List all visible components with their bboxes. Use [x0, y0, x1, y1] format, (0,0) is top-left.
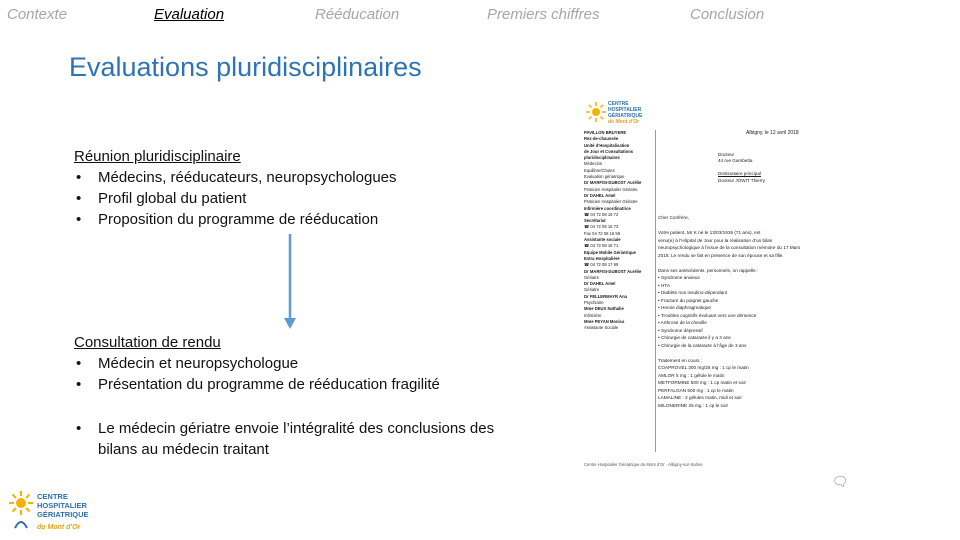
letter-sidebar-line: ☎ 04 72 08 16 71 [584, 243, 619, 249]
letter-sidebar-line: pluridisciplinaires [584, 155, 620, 161]
letter-sidebar-line: Infirmière coordinatrice [584, 205, 631, 211]
letter-body-line: 2018. Le rendu se fait en présence de son épouse et sa fille. [658, 252, 784, 258]
letter-sidebar-line: Gériatre [584, 287, 600, 293]
section-reunion [74, 146, 397, 230]
letter-body-line: • Arthrose de la cheville [658, 320, 707, 325]
letter-sidebar-line: Dr FELLERMAYR Ana [584, 293, 627, 299]
letter-sidebar-line: Equipe Mobile Gériatrique [584, 249, 636, 255]
letter-body-line: Dans ses antécédents, personnels, on rappelle : [658, 267, 759, 273]
letter-body-line: • Chirurgie de cataracte il y a 3 ans [658, 335, 731, 340]
logo-tagline: du Mont d'Or [37, 524, 81, 531]
letter-document [556, 96, 846, 474]
bullet-item: • Médecin et neuropsychologue [74, 353, 440, 374]
letter-sidebar-line: Gériatre [584, 274, 600, 280]
letter-body-line: AMLOR 5 mg : 1 gélule le matin [658, 372, 725, 378]
sun-logo-icon [8, 490, 34, 530]
letter-date: Albigny, le 12 avril 2018 [746, 130, 799, 136]
letter-body-line: venu(e) à l’Hôpital de Jour pour la réalisation d’un bilan [658, 237, 773, 243]
letter-body-line [658, 349, 800, 357]
letter-body-line: neuropsychologique à l’issue de la consultation mémoire du 17 Mars [658, 245, 801, 250]
bullet-item: • Médecins, rééducateurs, neuropsychologues [74, 167, 397, 188]
sun-logo-icon [586, 102, 606, 122]
nav-item-contexte[interactable]: Contexte [7, 6, 68, 23]
letter-body [658, 214, 800, 409]
letter-body-line: Traitement en cours : [658, 357, 703, 363]
letter-sidebar-line: Extra Hospitalière [584, 255, 620, 261]
letter-body-line: LAMALINE : 2 gélules matin, midi et soir [658, 395, 742, 400]
letter-sidebar-line: Dr DAHEL Amel [584, 192, 616, 198]
letter-sidebar-line: Assistante sociale [584, 237, 621, 243]
slide-title: Evaluations pluridisciplinaires [69, 52, 422, 82]
letter-sidebar-line: de Jour et Consultations [584, 148, 634, 154]
letter-recipient-line: Docteur JOWIT Thierry [718, 177, 766, 183]
nav-item-premiers-chiffres[interactable]: Premiers chiffres [487, 6, 600, 23]
letter-sidebar-line: Infirmière [584, 312, 602, 318]
letter-sidebar-line: Dr MARFISI-DUBOST Aurélie [584, 268, 642, 274]
bullet-item: • Le médecin gériatre envoie l’intégralité des conclusions des bilans au médecin traitant [74, 418, 518, 460]
letter-body-line: • Fracture du poignet gauche [658, 297, 719, 303]
letter-sidebar-line: Equilibre/Chutes [584, 167, 615, 173]
section-heading: Réunion pluridisciplinaire [74, 148, 241, 165]
letter-sidebar-line: Mme PEYAN Monica [584, 318, 625, 324]
letter-body-line: • Diabète non insulino-dépendant [658, 290, 728, 295]
letter-sidebar-line: Dr MARFISI-DUBOST Aurélie [584, 180, 642, 186]
letter-sidebar-line: Praticien Hospitalier Gériatre [584, 186, 638, 192]
letter-recipient [718, 152, 765, 184]
section-nav [0, 6, 960, 26]
letter-sidebar-line: Psychiatre [584, 300, 604, 306]
comment-icon[interactable]: 🗨 [832, 474, 849, 489]
letter-body-line: • Troubles cognitifs évoluant vers une démence [658, 312, 757, 318]
letter-divider [655, 130, 656, 452]
letter-body-line: METFORMINE 500 mg : 1 cp matin et soir [658, 380, 747, 385]
letter-body-line: COAPROVEL 300 mg/25 mg : 1 cp le matin [658, 365, 749, 370]
letter-footer: Centre Hospitalier Gériatrique du Mont d'Or · Albigny-sur-Saône [584, 462, 703, 467]
letter-logo-text: CENTRE HOSPITALIER GÉRIATRIQUE du Mont d'Or [608, 101, 643, 125]
letter-body-line: MILONERINE 25 mg : 1 cp le soir [658, 402, 729, 408]
letter-body-line: • HTA [658, 282, 670, 288]
bullet-item: • Profil global du patient [74, 188, 397, 209]
letter-recipient-line: Docteur [718, 152, 735, 157]
letter-body-line: Cher Confrère, [658, 215, 690, 220]
letter-body-line: • Hernie diaphragmatique [658, 305, 711, 310]
letter-body-line [658, 259, 800, 267]
letter-body-line: • Chirurgie de la cataracte à l’âge de 3 ans [658, 342, 747, 348]
letter-recipient-line: 44 rue Gambetta [718, 158, 753, 164]
letter-sidebar-line: Evaluation gériatrique [584, 174, 625, 180]
section-envoi [74, 418, 518, 460]
letter-sidebar-line: ☎ 04 72 08 16 73 [584, 224, 619, 230]
letter-body-line: PERFALGAN 500 mg : 1 cp le matin [658, 387, 734, 393]
hospital-logo [6, 488, 106, 536]
letter-sidebar-line: Médecins [584, 161, 602, 167]
nav-item-reeducation[interactable]: Rééducation [315, 6, 400, 23]
section-heading: Consultation de rendu [74, 334, 221, 351]
letter-sidebar-line: Rez-de-chaussée [584, 136, 619, 142]
letter-body-line: • Syndrome dépressif [658, 327, 703, 333]
nav-item-evaluation[interactable]: Evaluation [154, 6, 225, 23]
section-consultation [74, 332, 440, 395]
letter-body-line: • Syndrome anxieux [658, 275, 700, 280]
down-arrow-icon [283, 234, 297, 330]
letter-sidebar-line: Secrétariat [584, 218, 606, 224]
letter-sidebar-line: ☎ 04 72 08 16 72 [584, 211, 619, 217]
letter-recipient-line: Destinataire principal [718, 171, 761, 177]
bullet-item: • Proposition du programme de rééducation [74, 209, 397, 230]
nav-item-conclusion[interactable]: Conclusion [690, 6, 765, 23]
letter-sidebar-line: Praticien Hospitalier Gériatre [584, 199, 638, 205]
letter-sidebar-line: Fax 04 72 08 16 59 [584, 230, 621, 236]
letter-sidebar-line: Mme DEUX Nathalie [584, 306, 624, 312]
logo-text: CENTRE HOSPITALIER GÉRIATRIQUE [37, 492, 89, 519]
letter-sidebar-line: PAVILLON BRUYERE [584, 130, 627, 135]
letter-sidebar-line: ☎ 04 72 08 17 99 [584, 262, 619, 268]
letter-sidebar-line: Unité d’Hospitalisation [584, 142, 630, 148]
letter-body-line: Votre patient, Mr K né le 13/03/1936 (71 ans), est [658, 230, 761, 235]
letter-sidebar-line: Assistante Sociale [584, 325, 619, 331]
bullet-item: • Présentation du programme de rééducation fragilité [74, 374, 440, 395]
letter-sidebar [584, 130, 641, 332]
letter-body-line [658, 222, 800, 230]
letter-sidebar-line: Dr DAHEL Amel [584, 281, 616, 287]
